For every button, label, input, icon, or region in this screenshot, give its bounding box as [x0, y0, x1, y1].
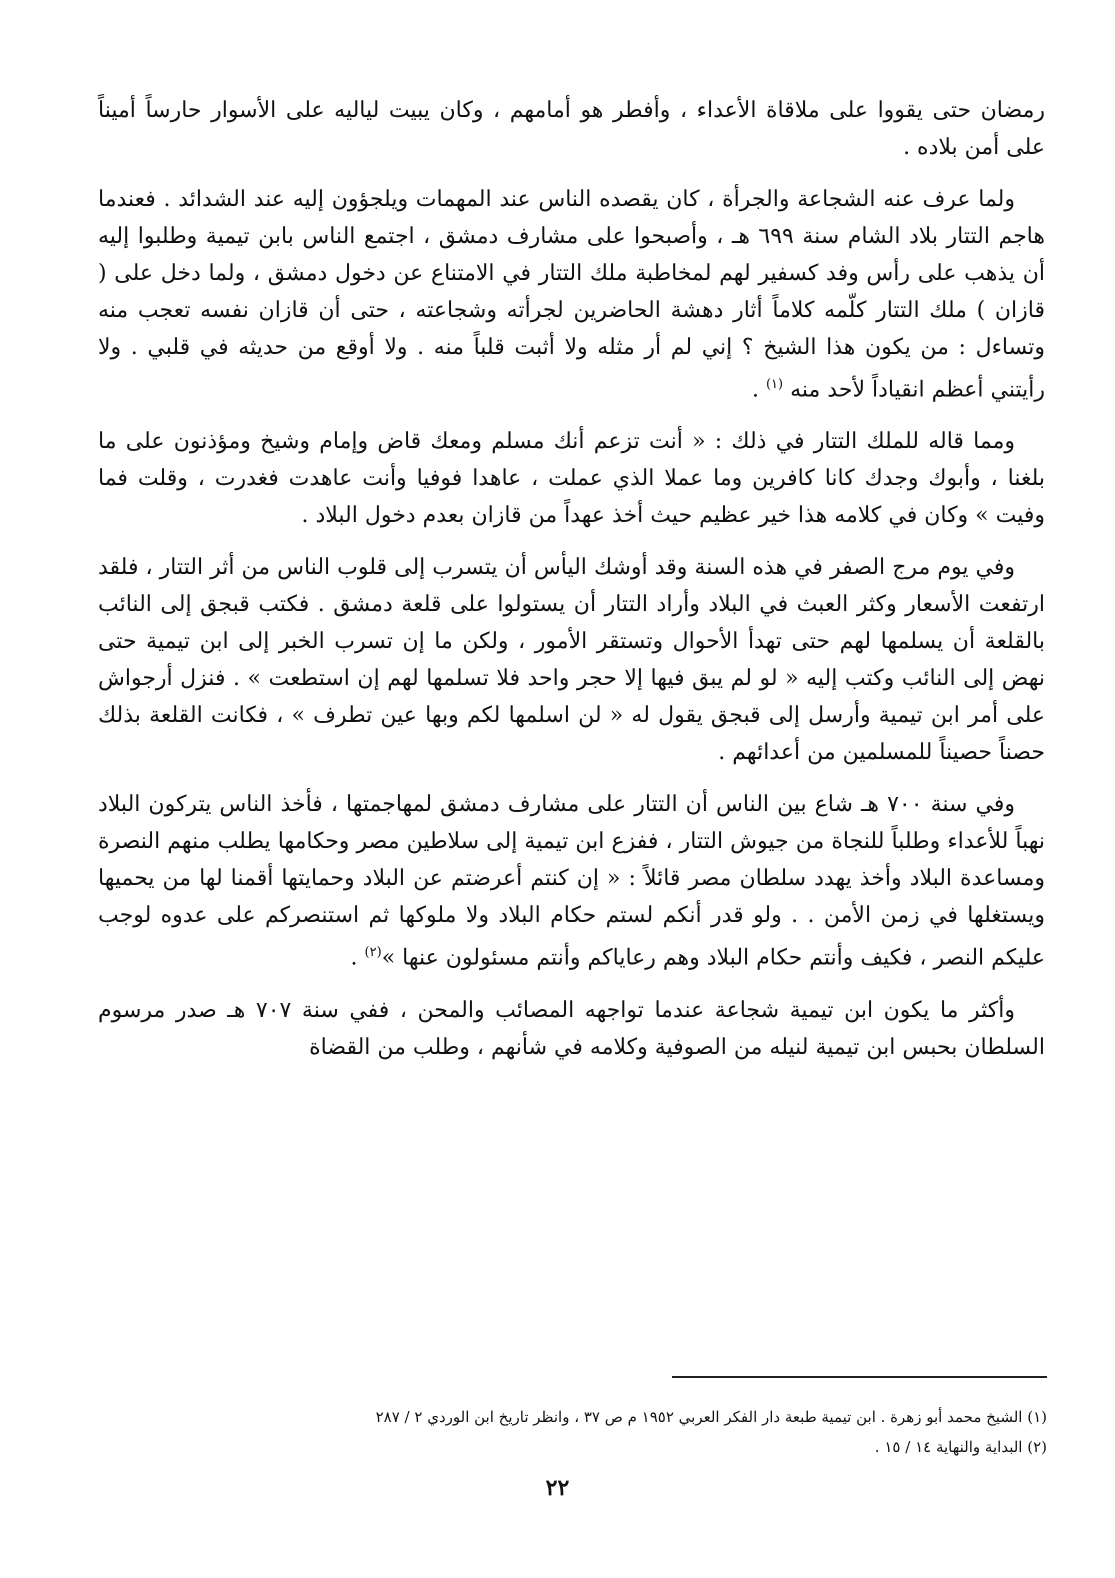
paragraph-2: ولما عرف عنه الشجاعة والجرأة ، كان يقصده الناس عند المهمات ويلجؤون إليه عند الشدائد . فعندما هاجم التتار بلاد الشام سنة ٦٩٩ هـ ، وأصبحوا على مشارف دمشق ، اجتمع الناس بابن تيمية وطلبوا إليه أن يذهب على رأس وفد كسفير لهم لمخاطبة ملك التتار في الامتناع عن دخول دمشق ، ولما دخل على ( قازان ) ملك التتار كلّمه كلاماً أثار دهشة الحاضرين لجرأته وشجاعته ، حتى أن قازان نفسه تعجب منه وتساءل : من يكون هذا الشيخ ؟ إني لم أر مثله ولا أثبت قلباً منه . ولا أوقع من حديثه في قلبي . ولا رأيتني أعظم انقياداً لأحد منه $^{(١)}$ .: [98, 187, 1045, 403]
paragraph-5-text: وفي سنة ٧٠٠ هـ شاع بين الناس أن التتار على مشارف دمشق لمهاجمتها ، فأخذ الناس يتركون البلاد نهباً للأعداء وطلباً للنجاة من جيوش التتار ، ففزع ابن تيمية إلى سلاطين مصر وحكامها يطلب منهم النصرة ومساعدة البلاد وأخذ يهدد سلطان مصر قائلاً : « إن كنتم أعرضتم عن البلاد وحمايتها أقمنا لها من يحميها ويستغلها في زمن الأمن . . ولو قدر أنكم لستم حكام البلاد ولا ملوكها ثم استنصركم على عدوه لوجب عليكم النصر ، فكيف وأنتم حكام البلاد وهم رعاياكم وأنتم مسئولون عنها »: [98, 792, 1045, 971]
footnote-ref-1: (١): [765, 377, 784, 392]
paragraph-5: وفي سنة ٧٠٠ هـ شاع بين الناس أن التتار على مشارف دمشق لمهاجمتها ، فأخذ الناس يتركون البلاد نهباً للأعداء وطلباً للنجاة من جيوش التتار ، ففزع ابن تيمية إلى سلاطين مصر وحكامها يطلب منهم النصرة ومساعدة البلاد وأخذ يهدد سلطان مصر قائلاً : « إن كنتم أعرضتم عن البلاد وحمايتها أقمنا لها من يحميها ويستغلها في زمن الأمن . . ولو قدر أنكم لستم حكام البلاد ولا ملوكها ثم استنصركم على عدوه لوجب عليكم النصر ، فكيف وأنتم حكام البلاد وهم رعاياكم وأنتم مسئولون عنها »$^{(٢)}$ .: [98, 792, 1045, 971]
paragraph-2-text: ولما عرف عنه الشجاعة والجرأة ، كان يقصده الناس عند المهمات ويلجؤون إليه عند الشدائد . فعندما هاجم التتار بلاد الشام سنة ٦٩٩ هـ ، وأصبحوا على مشارف دمشق ، اجتمع الناس بابن تيمية وطلبوا إليه أن يذهب على رأس وفد كسفير لهم لمخاطبة ملك التتار في الامتناع عن دخول دمشق ، ولما دخل على ( قازان ) ملك التتار كلّمه كلاماً أثار دهشة الحاضرين لجرأته وشجاعته ، حتى أن قازان نفسه تعجب منه وتساءل : من يكون هذا الشيخ ؟ إني لم أر مثله ولا أثبت قلباً منه . ولا أوقع من حديثه في قلبي . ولا رأيتني أعظم انقياداً لأحد منه: [98, 187, 1045, 403]
paragraph-4: وفي يوم مرج الصفر في هذه السنة وقد أوشك اليأس أن يتسرب إلى قلوب الناس من أثر التتار ، فلقد ارتفعت الأسعار وكثر العبث في البلاد وأراد التتار أن يستولوا على قلعة دمشق . فكتب قبجق إلى النائب بالقلعة أن يسلمها لهم حتى تهدأ الأحوال وتستقر الأمور ، ولكن ما إن تسرب الخبر إلى ابن تيمية حتى نهض إلى النائب وكتب إليه « لو لم يبق فيها إلا حجر واحد فلا تسلمها لهم إن استطعت » . فنزل أرجواش على أمر ابن تيمية وأرسل إلى قبجق يقول له « لن اسلمها لكم وبها عين تطرف » ، فكانت القلعة بذلك حصناً حصيناً للمسلمين من أعدائهم .: [98, 555, 1045, 766]
paragraph-3: ومما قاله للملك التتار في ذلك : « أنت تزعم أنك مسلم ومعك قاض وإمام وشيخ ومؤذنون على ما بلغنا ، وأبوك وجدك كانا كافرين وما عملا الذي عملت ، عاهدا فوفيا وأنت عاهدت فغدرت ، وقلت فما وفيت » وكان في كلامه هذا خير عظيم حيث أخذ عهداً من قازان بعدم دخول البلاد .: [98, 429, 1045, 529]
paragraph-6: وأكثر ما يكون ابن تيمية شجاعة عندما تواجهه المصائب والمحن ، ففي سنة ٧٠٧ هـ صدر مرسوم السلطان بحبس ابن تيمية لنيله من الصوفية وكلامه في شأنهم ، وطلب من القضاة: [98, 997, 1045, 1060]
footnotes: [98, 1402, 1047, 1462]
body-text: [98, 92, 1045, 1081]
footnote-ref-2: (٢): [364, 945, 382, 961]
footnote-2: (٢) البداية والنهاية ١٤ / ١٥ .: [874, 1438, 1047, 1456]
paragraph-1: رمضان حتى يقووا على ملاقاة الأعداء ، وأفطر هو أمامهم ، وكان يبيت لياليه على الأسوار حارساً أميناً على أمن بلاده .: [98, 98, 1045, 160]
page-number: ٢٢: [545, 1475, 570, 1501]
footnote-divider: [672, 1376, 1047, 1378]
footnote-1: (١) الشيخ محمد أبو زهرة . ابن تيمية طبعة دار الفكر العربي ١٩٥٢ م ص ٣٧ ، وانظر تاريخ ابن الوردي ٢ / ٢٨٧: [375, 1408, 1047, 1426]
